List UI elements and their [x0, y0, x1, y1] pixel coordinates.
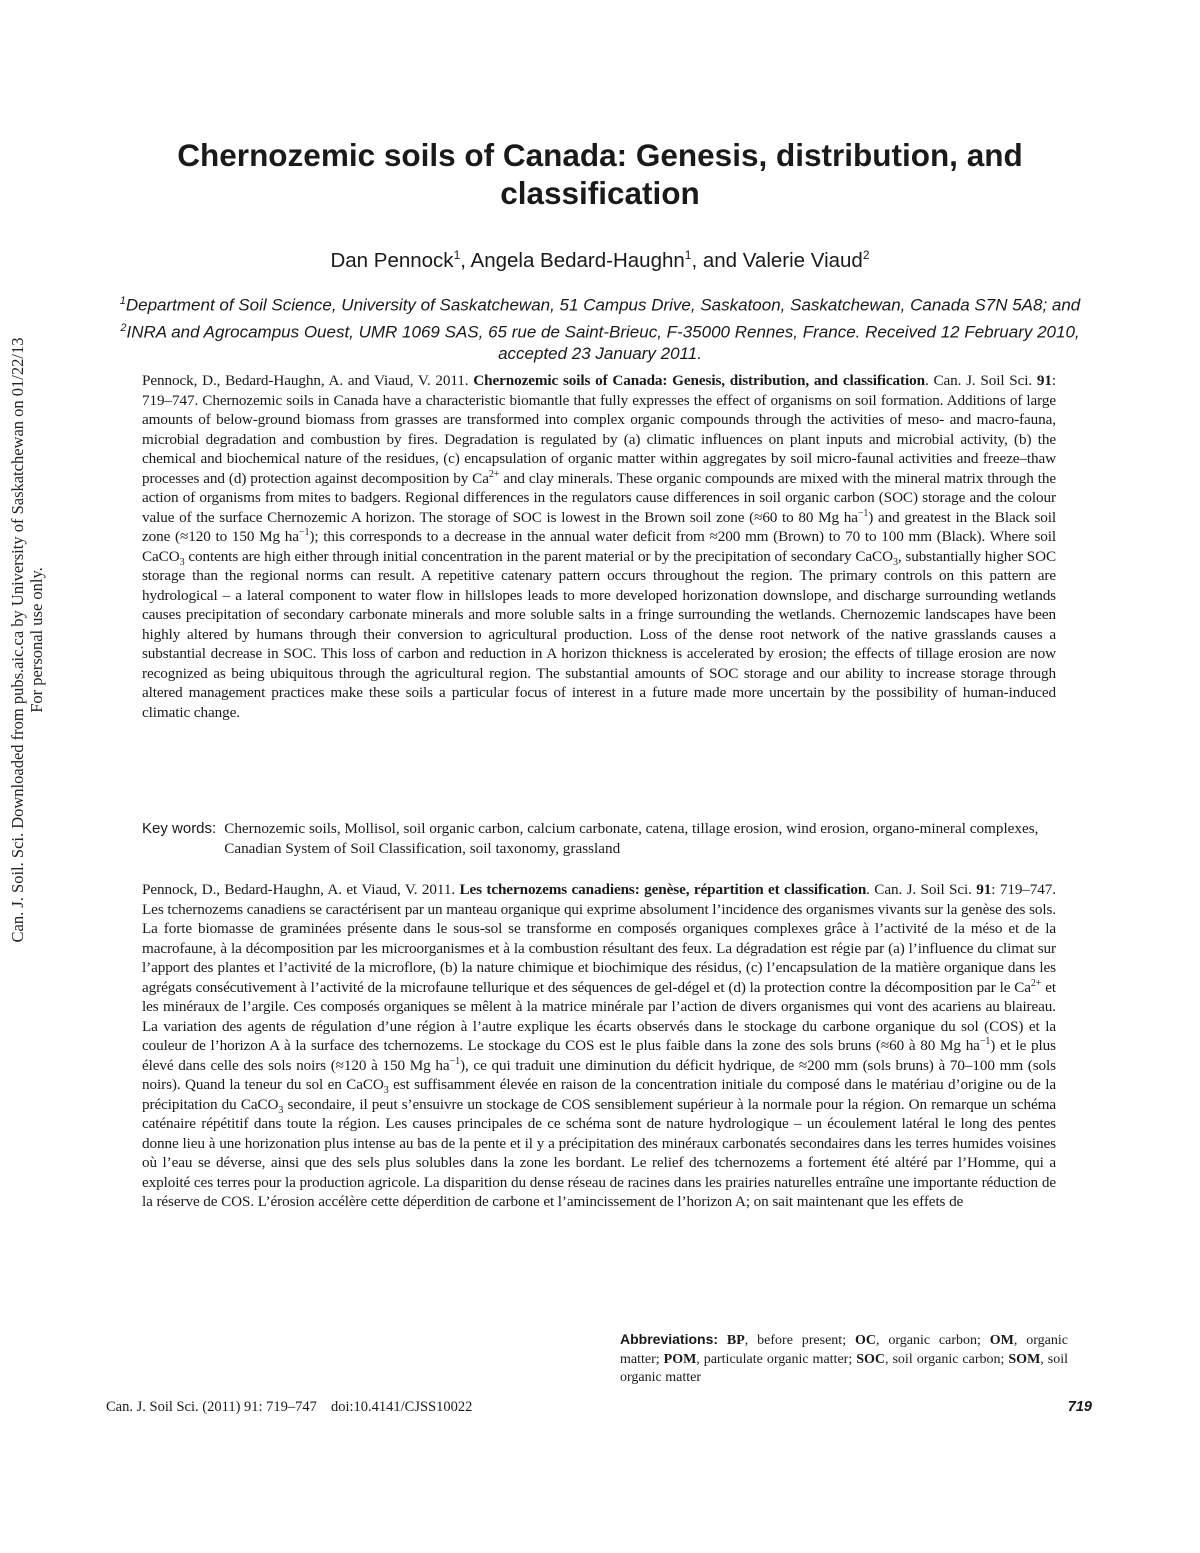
- page-number: 719: [1067, 1399, 1092, 1415]
- watermark-line-2: For personal use only.: [27, 567, 46, 713]
- author-affil-mark: 1: [453, 248, 461, 262]
- paper-title: Chernozemic soils of Canada: Genesis, distribution, and classification: [177, 137, 1023, 211]
- author-affil-mark: 2: [862, 248, 870, 262]
- affiliations: $^1$Department of Soil Science, University of Saskatchewan, 51 Campus Drive, Saskatoon, Saskatchewan, Canada S7N 5A8; and $^2$INRA and Agrocampus Ouest, UMR 1069 SAS, 65 rue de Saint-Brieuc, F-35000 Rennes, France. Received 12 February 2010, accepted 23 January 2011.: [119, 295, 1081, 364]
- abstract-french: Pennock, D., Bedard-Haughn, A. et Viaud, V. 2011. Les tchernozems canadiens: genèse, répartition et classification. Can. J. Soil Sci. 91: 719–747. Les tchernozems canadiens se caractérisent par un manteau organique qui exprime absolument l’incidence des organismes vivants sur la genèse des sols. La forte biomasse de graminées présente dans le sous-sol se transforme en composés organiques complexes grâce à l’activité de la méso et de la macrofaune, à la décomposition par les microorganismes et à la combustion résultant des feux. La dégradation est régie par (a) l’influence du climat sur l’apport des plantes et l’activité de la microflore, (b) la nature chimique et biochimique des résidus, (c) l’encapsulation de la matière organique dans les agrégats consécutivement à l’activité de la microfaune tellurique et des séquences de gel-dégel et (d) la protection contre la décomposition par le $Ca^{2+}$ et les minéraux de l’argile. Ces composés organiques se mêlent à la matrice minérale par l’action de divers organismes qui vont des acariens au blaireau. La variation des agents de régulation d’une région à l’autre explique les écarts observés dans le stockage du carbone organique du sol (COS) et la couleur de l’horizon A à la surface des tchernozems. Le stockage du COS est le plus faible dans la zone des sols bruns (≈60 à 80 Mg $ha^{-1}$) et le plus élevé dans celle des sols noirs (≈120 à 150 Mg $ha^{-1}$), ce qui traduit une diminution du déficit hydrique, de ≈200 mm (sols bruns) à 70–100 mm (sols noirs). Quand la teneur du sol en CaCO$_3$ est suffisamment élevée en raison de la concentration initiale du composé dans le matériau d’origine ou de la précipitation du CaCO$_3$ secondaire, il peut s’ensuivre un stockage de COS sensiblement supérieur à la normale pour la région. On remarque un schéma caténaire répétitif dans toute la région. Les causes principales de ce schéma sont de nature hydrologique – un écoulement latéral le long des pentes donne lieu à une horizonation plus intense au bas de la pente et il y a précipitation des minéraux carbonatés secondaires dans les terres humides voisines où l’eau se déverse, ainsi que des sels plus solubles dans la zone les bordant. Le relief des tchernozems a fortement été altéré par l’Homme, qui a exploité ces terres pour la production agricole. La disparition du dense réseau de racines dans les prairies naturelles entraîne une importante réduction de la réserve de COS. L’érosion accélère cette déperdition de carbone et l’amincissement de l’horizon A; on sait maintenant que les effets de: [142, 881, 1057, 1210]
- author-name: Valerie Viaud: [742, 248, 863, 272]
- download-watermark: [8, 140, 46, 1140]
- abstract-title: Les tchernozems canadiens: genèse, répartition et classification: [459, 881, 867, 898]
- abbreviations-label: Abbreviations:: [620, 1331, 719, 1347]
- page-footer: [106, 1398, 1092, 1416]
- journal-reference: Can. J. Soil Sci. (2011) 91: 719–747 doi:10.4141/CJSS10022: [106, 1399, 473, 1415]
- author-name: Angela Bedard-Haughn: [470, 248, 685, 272]
- keywords: [142, 819, 1056, 859]
- author-name: Dan Pennock: [330, 248, 454, 272]
- keywords-text: Chernozemic soils, Mollisol, soil organic carbon, calcium carbonate, catena, tillage erosion, wind erosion, organo-mineral complexes, Canadian System of Soil Classification, soil taxonomy, grassland: [224, 820, 1039, 857]
- watermark-line-1: Can. J. Soil. Sci. Downloaded from pubs.aic.ca by University of Saskatchewan on 01/22/13: [8, 337, 27, 943]
- author-affil-mark: 1: [684, 248, 692, 262]
- abbreviations: Abbreviations: BP, before present; OC, organic carbon; OM, organic matter; POM, particulate organic matter; SOC, soil organic carbon; SOM, soil organic matter: [620, 1331, 1069, 1385]
- keywords-label: Key words:: [142, 820, 217, 837]
- abstract-title: Chernozemic soils of Canada: Genesis, distribution, and classification: [473, 372, 925, 389]
- abstract-english: Pennock, D., Bedard-Haughn, A. and Viaud, V. 2011. Chernozemic soils of Canada: Genesis, distribution, and classification. Can. J. Soil Sci. 91: 719–747. Chernozemic soils in Canada have a characteristic biomantle that fully expresses the effect of organisms on soil formation. Additions of large amounts of below-ground biomass from grasses are transformed into complex organic compounds through the activities of meso- and macro-fauna, microbial degradation and combustion by fires. Degradation is regulated by (a) climatic influences on plant inputs and microbial activity, (b) the chemical and biochemical nature of the residues, (c) encapsulation of organic matter within aggregates by soil micro-faunal activities and freeze–thaw processes and (d) protection against decomposition by $Ca^{2+}$ and clay minerals. These organic compounds are mixed with the mineral matrix through the action of organisms from mites to badgers. Regional differences in the regulators cause differences in soil organic carbon (SOC) storage and the colour value of the surface Chernozemic A horizon. The storage of SOC is lowest in the Brown soil zone (≈60 to 80 Mg $ha^{-1}$) and greatest in the Black soil zone (≈120 to 150 Mg $ha^{-1}$); this corresponds to a decrease in the annual water deficit from ≈200 mm (Brown) to 70 to 100 mm (Black). Where soil CaCO$_3$ contents are high either through initial concentration in the parent material or by the precipitation of secondary CaCO$_3$, substantially higher SOC storage than the regional norms can result. A repetitive catenary pattern occurs throughout the region. The primary controls on this pattern are hydrological – a lateral component to water flow in hillslopes leads to more developed horizonation downslope, and discharge surrounding wetlands causes precipitation of secondary carbonate minerals and more soluble salts in a fringe surrounding the wetlands. Chernozemic landscapes have been highly altered by humans through their conversion to agricultural production. Loss of the dense root network of the native grasslands causes a substantial decrease in SOC. This loss of carbon and reduction in A horizon thickness is accelerated by erosion; the effects of tillage erosion are now recognized as being ubiquitous through the agricultural region. The substantial amounts of SOC storage and our ability to increase storage through altered management practices make these soils a particular focus of interest in a future made more uncertain by the possibility of human-induced climatic change.: [142, 372, 1057, 721]
- author-list: Dan Pennock$^1$, Angela Bedard-Haughn$^1$, and Valerie Viaud$^2$: [330, 248, 870, 272]
- doi: doi:10.4141/CJSS10022: [330, 1399, 473, 1415]
